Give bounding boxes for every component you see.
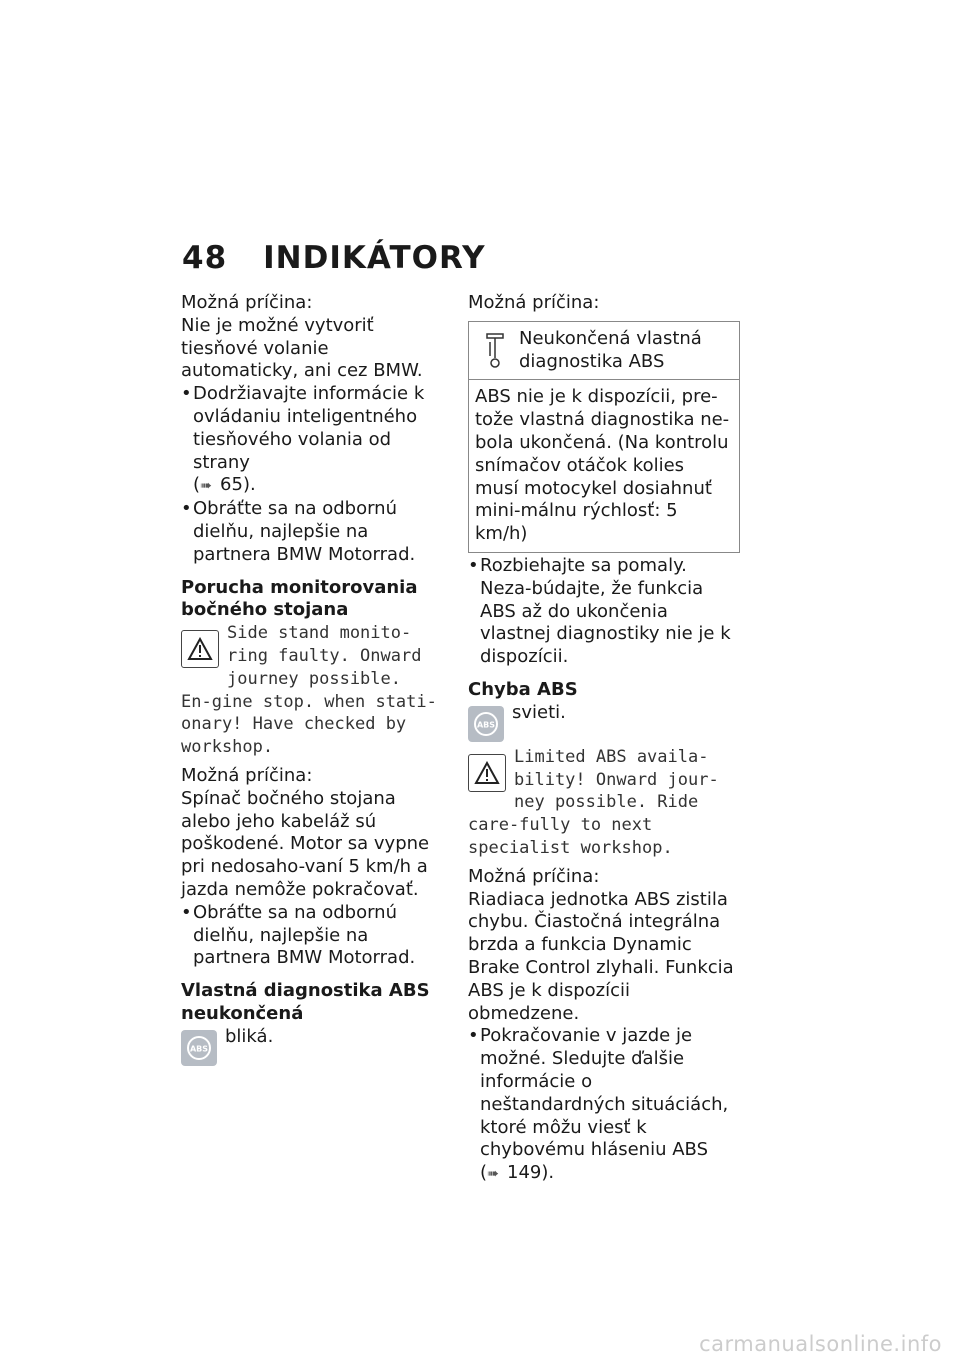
cause-label: Možná príčina:	[181, 292, 313, 313]
cause-text: Nie je možné vytvoriť tiesňové volanie automaticky, ani cez BMW.	[181, 314, 423, 382]
list-item	[181, 383, 441, 498]
list-item-text: Dodržiavajte informácie k ovládaniu inteligentného tiesňového volania od strany	[193, 383, 425, 473]
page-number: 48	[182, 240, 228, 276]
diagnostic-icon	[483, 328, 507, 374]
display-message: Limited ABS availa-bility! Onward jour-ney possible. Ride care-fully to next specialist workshop.	[468, 746, 719, 858]
page-title: INDIKÁTORY	[263, 240, 486, 276]
left-column	[181, 292, 441, 1070]
cause-text: Spínač bočného stojana alebo jeho kabeláž sú poškodené. Motor sa vypne pri nedosaho-vaní 5 km/h a jazda nemôže pokračovať.	[181, 787, 430, 900]
list-item: • Obráťte sa na odbornú dielňu, najlepšie na partnera BMW Motorrad.	[181, 498, 441, 566]
cause-text: Riadiaca jednotka ABS zistila chybu. Čiastočná integrálna brzda a funkcia Dynamic Brake Control zlyhali. Funkcia ABS je k dispozícii obmedzene.	[468, 888, 734, 1024]
warning-triangle-icon	[468, 754, 506, 792]
status-text: svieti.	[512, 701, 566, 723]
abs-icon	[181, 1030, 217, 1066]
warning-triangle-icon	[181, 630, 219, 668]
box-text: ABS nie je k dispozícii, pre-tože vlastná diagnostika ne-bola ukončená. (Na kontrolu snímačov otáčok kolies musí motocykel dosiahnuť mini-málnu rýchlosť: 5 km/h)	[475, 386, 730, 545]
watermark: carmanualsonline.info	[699, 1332, 942, 1356]
abs-icon	[468, 706, 504, 742]
cause-label: Možná príčina:	[181, 764, 313, 786]
section-heading: Porucha monitorovania bočného stojana	[181, 576, 418, 621]
page-ref[interactable]: 149	[507, 1162, 542, 1184]
page-ref[interactable]: 65	[220, 474, 243, 496]
svg-text:ABS: ABS	[476, 720, 496, 730]
arrow-right-icon: ➠	[200, 478, 212, 495]
right-column	[468, 292, 740, 1186]
cause-label: Možná príčina:	[468, 865, 600, 887]
ref-open: (	[480, 1162, 488, 1184]
page-header	[182, 240, 486, 276]
list-item-text: Pokračovanie v jazde je možné. Sledujte ďalšie informácie o neštandardných situáciách, ktoré môžu viesť k chybovému hláseniu ABS	[480, 1025, 729, 1161]
list-item: • Obráťte sa na odbornú dielňu, najlepšie na partnera BMW Motorrad.	[181, 902, 441, 970]
ref-close: ).	[541, 1162, 555, 1184]
box-title: Neukončená vlastná diagnostika ABS	[519, 327, 702, 372]
ref-close: ).	[242, 474, 256, 496]
svg-text:ABS: ABS	[189, 1044, 209, 1054]
ref-open: (	[193, 474, 201, 496]
cause-label: Možná príčina:	[468, 292, 600, 313]
list-item: • Rozbiehajte sa pomaly. Neza-búdajte, že funkcia ABS až do ukončenia vlastnej diagnostiky nie je k dispozícii.	[468, 555, 740, 669]
list-item	[468, 1025, 740, 1186]
info-box	[468, 321, 740, 553]
display-message: Side stand monito-ring faulty. Onward journey possible. En-gine stop. when stati-onary! Have checked by workshop.	[181, 623, 437, 758]
status-text: bliká.	[225, 1025, 274, 1047]
section-heading: Vlastná diagnostika ABS neukončená	[181, 980, 430, 1024]
section-heading: Chyba ABS	[468, 678, 578, 700]
arrow-right-icon: ➠	[487, 1166, 499, 1183]
